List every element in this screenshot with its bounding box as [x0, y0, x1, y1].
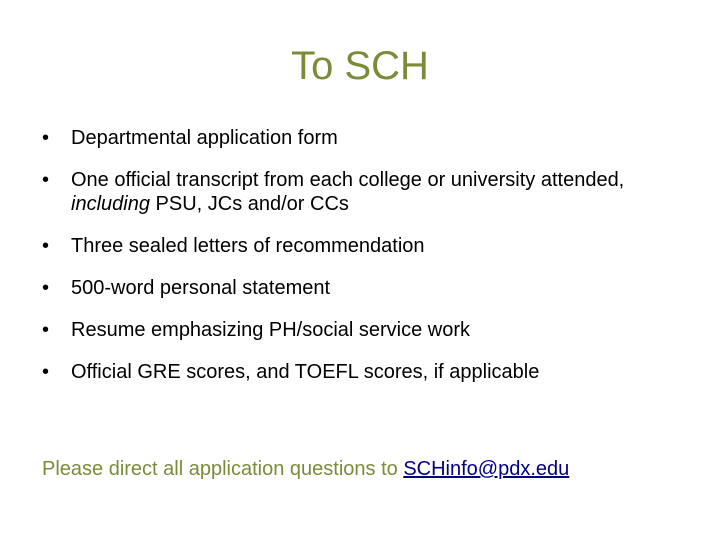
- list-item-text: One official transcript from each college or university attended, including PSU, JCs and/or CCs: [71, 169, 625, 215]
- slide-title: To SCH: [291, 44, 429, 88]
- bullet-icon: •: [42, 127, 50, 149]
- bullet-icon: •: [42, 235, 50, 257]
- list-item-text: Official GRE scores, and TOEFL scores, if applicable: [71, 361, 540, 383]
- emphasis-text: including: [71, 193, 150, 215]
- bullet-icon: •: [42, 277, 50, 299]
- bullet-icon: •: [42, 319, 50, 341]
- list-item-text: Three sealed letters of recommendation: [71, 235, 425, 257]
- list-item: [42, 126, 682, 150]
- contact-footer: [42, 456, 569, 482]
- list-item: [42, 168, 682, 216]
- list-item: [42, 234, 682, 258]
- footer-text: Please direct all application questions to: [42, 458, 404, 480]
- list-item: [42, 318, 682, 342]
- bullet-icon: •: [42, 169, 50, 191]
- list-item-text: 500-word personal statement: [71, 277, 331, 299]
- list-item: [42, 360, 682, 384]
- list-item-text: Resume emphasizing PH/social service work: [71, 319, 471, 341]
- requirements-list: [42, 126, 682, 384]
- list-item: [42, 276, 682, 300]
- email-link[interactable]: SCHinfo@pdx.edu: [403, 458, 570, 480]
- list-item-text: Departmental application form: [71, 127, 338, 149]
- bullet-icon: •: [42, 361, 50, 383]
